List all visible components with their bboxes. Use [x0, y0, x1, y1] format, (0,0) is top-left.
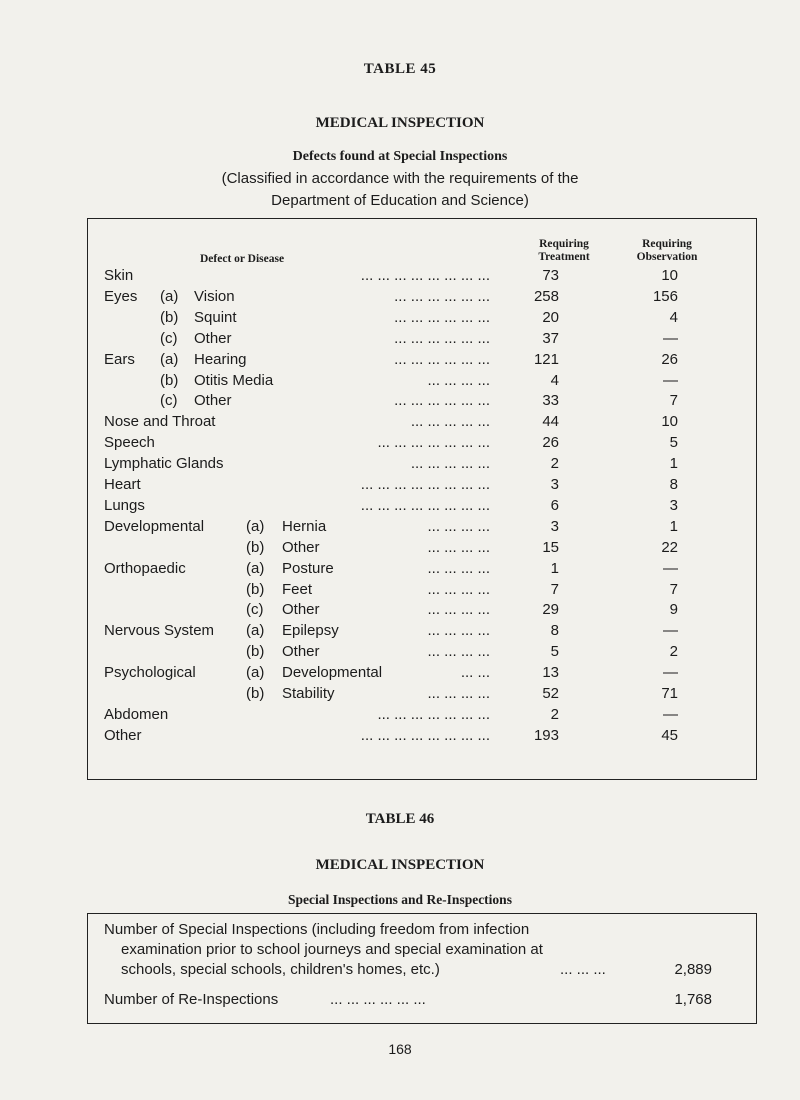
row-leader-dots: ... ... ... ... ... ... ...	[377, 705, 490, 723]
table-row	[0, 706, 800, 728]
row-group: Lungs	[104, 496, 145, 514]
special-inspections-value: 2,889	[674, 961, 712, 978]
row-leader-dots: ... ... ... ... ... ... ... ...	[360, 496, 490, 514]
table-row	[0, 267, 800, 289]
row-sub: (a)	[160, 287, 179, 305]
table-row	[0, 727, 800, 749]
table45-note-line1: (Classified in accordance with the requirements of the	[221, 170, 579, 187]
column-header-observation-line2: Observation	[636, 251, 698, 263]
row-treatment: 2	[550, 455, 559, 473]
row-leader-dots: ... ... ... ... ...	[410, 455, 490, 473]
row-treatment: 121	[533, 350, 559, 368]
row-group: Nervous System	[104, 622, 215, 640]
row-observation: 8	[669, 476, 678, 493]
table-row	[0, 664, 800, 686]
row-treatment: 193	[533, 726, 559, 744]
row-treatment: 73	[542, 267, 559, 284]
row-sub: (b)	[246, 685, 265, 702]
row-leader-dots: ... ... ... ... ... ...	[394, 350, 490, 368]
row-treatment: 20	[542, 308, 559, 326]
row-sub: (b)	[160, 308, 179, 326]
special-inspections-line2: examination prior to school journeys and special examination at	[121, 941, 543, 958]
row-sub: (a)	[246, 517, 265, 535]
row-observation: 26	[661, 350, 678, 368]
row-treatment: 26	[542, 434, 559, 452]
row-sub: (a)	[246, 559, 265, 577]
row-sub: (c)	[160, 392, 178, 410]
column-header-observation	[624, 238, 710, 264]
table-row	[0, 581, 800, 603]
row-observation: —	[663, 664, 678, 682]
row-leader-dots: ... ... ... ...	[427, 538, 490, 556]
row-group: Lymphatic Glands	[104, 455, 224, 473]
row-leader-dots: ... ... ... ...	[427, 601, 490, 619]
row-leader-dots: ... ... ... ... ... ... ... ...	[360, 267, 490, 284]
row-observation: 7	[669, 580, 678, 598]
row-sub: (c)	[246, 601, 264, 619]
row-group: Other	[104, 726, 142, 744]
row-observation: —	[663, 705, 678, 723]
reinspections-label: Number of Re-Inspections	[104, 991, 279, 1008]
row-treatment: 5	[550, 643, 559, 661]
table45-note-line2: Department of Education and Science)	[271, 192, 529, 209]
row-leader-dots: ... ... ... ... ... ...	[394, 287, 490, 305]
row-sub: (a)	[160, 350, 179, 368]
row-label: Feet	[282, 580, 313, 598]
row-label: Hernia	[282, 517, 327, 535]
row-treatment: 3	[550, 476, 559, 493]
row-group: Heart	[104, 476, 141, 493]
row-treatment: 29	[542, 601, 559, 619]
table-row	[0, 497, 800, 519]
row-label: Other	[282, 601, 320, 619]
row-group: Abdomen	[104, 705, 169, 723]
reinspections-value: 1,768	[674, 991, 712, 1008]
row-label: Hearing	[194, 350, 247, 368]
row-leader-dots: ... ... ... ... ...	[410, 413, 490, 431]
row-treatment: 2	[550, 705, 559, 723]
reinspections-dots: ... ... ... ... ... ...	[330, 991, 426, 1008]
row-leader-dots: ... ... ... ...	[427, 643, 490, 661]
row-treatment: 44	[542, 413, 559, 431]
row-treatment: 13	[542, 664, 559, 682]
row-group: Eyes	[104, 287, 138, 305]
row-treatment: 15	[542, 538, 559, 556]
table-row	[0, 643, 800, 665]
table45-subtitle: Defects found at Special Inspections	[292, 149, 508, 164]
table-row	[0, 372, 800, 394]
row-treatment: 1	[550, 559, 559, 577]
table-row	[0, 309, 800, 331]
row-leader-dots: ... ... ... ... ... ... ... ...	[360, 476, 490, 493]
row-sub: (b)	[246, 538, 265, 556]
row-label: Squint	[194, 308, 237, 326]
row-sub: (c)	[160, 329, 178, 347]
row-leader-dots: ... ... ... ... ... ...	[394, 392, 490, 410]
table-row	[0, 476, 800, 498]
row-group: Nose and Throat	[104, 413, 216, 431]
row-sub: (b)	[246, 580, 265, 598]
row-leader-dots: ... ... ... ... ... ... ...	[377, 434, 490, 452]
row-observation: 2	[669, 643, 678, 661]
row-observation: —	[663, 329, 678, 347]
row-label: Vision	[194, 287, 235, 305]
row-group: Skin	[104, 267, 134, 284]
row-treatment: 8	[550, 622, 559, 640]
column-header-treatment-line1: Requiring	[539, 238, 589, 250]
table-row	[0, 622, 800, 644]
row-label: Other	[282, 643, 320, 661]
table-row	[0, 518, 800, 540]
row-group: Orthopaedic	[104, 559, 186, 577]
row-observation: 3	[669, 496, 678, 514]
row-sub: (a)	[246, 664, 265, 682]
row-treatment: 52	[542, 685, 559, 702]
table46-title: TABLE 46	[365, 811, 435, 827]
table-row	[0, 330, 800, 352]
row-observation: —	[663, 559, 678, 577]
row-treatment: 33	[542, 392, 559, 410]
column-header-defect: Defect or Disease	[200, 253, 285, 265]
row-group: Psychological	[104, 664, 196, 682]
row-group: Developmental	[104, 517, 205, 535]
row-leader-dots: ... ... ... ...	[427, 622, 490, 640]
table46-heading: MEDICAL INSPECTION	[315, 857, 485, 873]
row-leader-dots: ... ... ... ...	[427, 685, 490, 702]
column-header-treatment	[524, 238, 604, 264]
table-row	[0, 560, 800, 582]
row-observation: 4	[669, 308, 678, 326]
row-treatment: 258	[533, 287, 559, 305]
table46-subtitle: Special Inspections and Re-Inspections	[288, 892, 512, 907]
row-observation: 22	[661, 538, 678, 556]
row-sub: (b)	[160, 371, 179, 389]
row-leader-dots: ... ... ... ... ... ... ... ...	[360, 726, 490, 744]
row-treatment: 6	[550, 496, 559, 514]
table45-heading: MEDICAL INSPECTION	[315, 115, 485, 131]
row-label: Otitis Media	[194, 371, 274, 389]
table-row	[0, 392, 800, 414]
row-leader-dots: ... ... ... ...	[427, 371, 490, 389]
row-label: Other	[282, 538, 320, 556]
row-observation: 1	[669, 455, 678, 473]
row-observation: 9	[669, 601, 678, 619]
page-number: 168	[388, 1041, 412, 1057]
row-group: Ears	[104, 350, 135, 368]
table-row	[0, 288, 800, 310]
row-treatment: 3	[550, 517, 559, 535]
row-group: Speech	[104, 434, 155, 452]
table-row	[0, 455, 800, 477]
row-observation: 10	[661, 413, 678, 431]
row-observation: 10	[661, 267, 678, 284]
row-leader-dots: ... ... ... ... ... ...	[394, 329, 490, 347]
row-leader-dots: ... ...	[460, 664, 490, 682]
table-row	[0, 539, 800, 561]
row-observation: —	[663, 371, 678, 389]
special-inspections-line1: Number of Special Inspections (including freedom from infection	[104, 921, 530, 938]
row-leader-dots: ... ... ... ...	[427, 559, 490, 577]
row-leader-dots: ... ... ... ... ... ...	[394, 308, 490, 326]
table45-title: TABLE 45	[363, 61, 437, 77]
row-observation: 7	[669, 392, 678, 410]
row-label: Developmental	[282, 664, 383, 682]
special-inspections-dots: ... ... ...	[560, 961, 606, 978]
column-header-treatment-line2: Treatment	[538, 251, 590, 263]
row-label: Other	[194, 329, 232, 347]
row-observation: —	[663, 622, 678, 640]
row-observation: 156	[652, 287, 678, 305]
row-label: Other	[194, 392, 232, 410]
table-row	[0, 685, 800, 707]
row-label: Stability	[282, 685, 335, 702]
table-row	[0, 434, 800, 456]
row-observation: 71	[661, 685, 678, 702]
table-row	[0, 413, 800, 435]
row-treatment: 7	[550, 580, 559, 598]
table-row	[0, 351, 800, 373]
column-header-observation-line1: Requiring	[642, 238, 692, 250]
special-inspections-line3: schools, special schools, children's homes, etc.)	[121, 961, 440, 978]
row-observation: 45	[661, 726, 678, 744]
row-sub: (b)	[246, 643, 265, 661]
row-leader-dots: ... ... ... ...	[427, 580, 490, 598]
row-label: Posture	[282, 559, 334, 577]
row-label: Epilepsy	[282, 622, 339, 640]
row-treatment: 37	[542, 329, 559, 347]
row-treatment: 4	[550, 371, 559, 389]
table-row	[0, 601, 800, 623]
row-observation: 5	[669, 434, 678, 452]
row-sub: (a)	[246, 622, 265, 640]
row-leader-dots: ... ... ... ...	[427, 517, 490, 535]
row-observation: 1	[669, 517, 678, 535]
